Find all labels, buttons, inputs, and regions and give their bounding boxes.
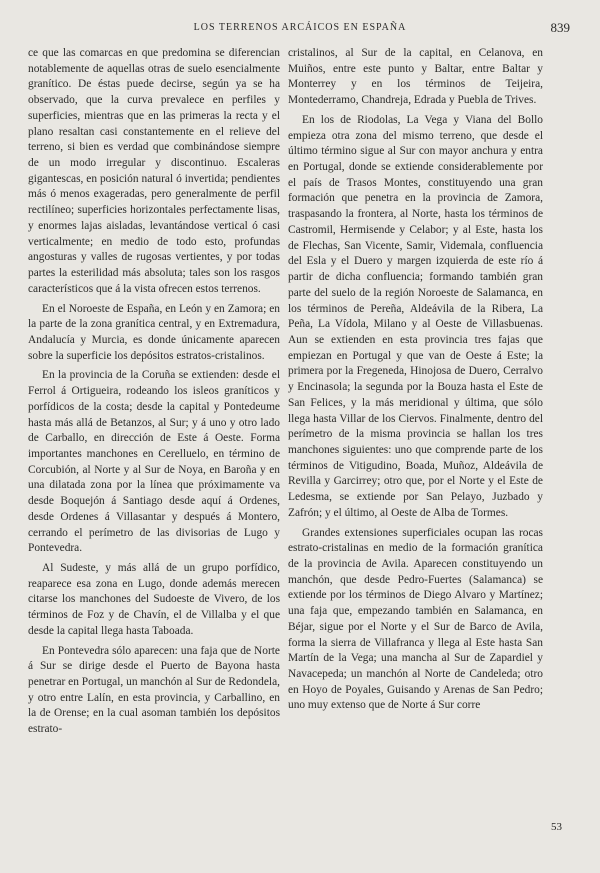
paragraph: En los de Riodolas, La Vega y Viana del Bollo empieza otra zona del mismo terreno, que desde el último término sigue al Sur con mayor anchura y entra en Portugal, donde se extiende considerablemente por el país de Trasos Montes, constituyendo una gran formación que penetra en la provincia de Zamora, traspasando la frontera, al Norte, hasta los términos de Castromil, Hermisende y Celabor; y al Este, hasta los de Flechas, San Vicente, Samir, Videmala, confluencia del Esla y el Duero y margen izquierda de este río á partir de dicha confluencia; formando también gran parte del suelo de la región Noroeste de Salamanca, en los términos de Pereña, Aldeávila de la Ribera, La Peña, La Vídola, Milano y al Oeste de Villasbuenas. Aun se extienden en esta provincia tres fajas que empiezan en Portugal y que van de Oeste á Este; la primera por la Fregeneda, Hinojosa de Duero, Cerralvo y Encinasola; la segunda por la Bouza hasta el Este de San Felices, y la más meridional y última, que sólo llega hasta Villar de los Ciervos. Finalmente, dentro del perímetro de la misma provincia se hallan los tres manchones siguientes: uno que comprende parte de los términos de Vitigudino, Boada, Muñoz, Aldeávila de Revilla y Garcirrey; otro que, por el Norte y el Este de Ledesma, se extiende por San Pelayo, Juzbado y Zafrón; y el último, al Oeste de Alba de Tormes. — [288, 113, 543, 519]
page-header — [28, 22, 572, 38]
running-title: LOS TERRENOS ARCÁICOS EN ESPAÑA — [193, 22, 407, 33]
paragraph: cristalinos, al Sur de la capital, en Celanova, en Muiños, entre este punto y Baltar, entre Baltar y Monterrey y en los términos de Teijeira, Montederramo, Chandreja, Edrada y Puebla de Trives. — [288, 47, 543, 107]
paragraph: Al Sudeste, y más allá de un grupo porfídico, reaparece esa zona en Lugo, donde además merecen citarse los manchones del Sudoeste de Vivero, de los términos de Foz y de Chavín, el de Villalba y el que desde la capital llega hasta Taboada. — [28, 562, 280, 637]
paragraph: En Pontevedra sólo aparecen: una faja que de Norte á Sur se dirige desde el Puerto de Bayona hasta penetrar en Portugal, un manchón al Sur de Redondela, y otro entre Lalín, en esta provincia, y Carballino, en la de Orense; en la cual asoman también los depósitos estrato- — [28, 644, 280, 736]
printer-signature-mark: 53 — [551, 821, 562, 833]
right-column — [288, 46, 543, 714]
paragraph: En el Noroeste de España, en León y en Zamora; en la parte de la zona granítica central, y en Extremadura, Andalucía y Murcia, es donde únicamente aparecen sobre la superficie los depósitos estratos-cristalinos. — [28, 302, 280, 362]
paragraph: Grandes extensiones superficiales ocupan las rocas estrato-cristalinas en medio de la formación granítica de la provincia de Avila. Aparecen constituyendo un manchón, que desde Pedro-Fuertes (Salamanca) se extiende por los términos de Diego Alvaro y Martínez; una faja que, empezando también en Salamanca, en Béjar, sigue por el Norte y el Sur de Barco de Avila, forma la sierra de Villafranca y llega al Este hasta San Martín de la Vega; una mancha al Sur de Zapardiel y Navacepeda; un manchón al Norte de Candeleda; otro en Hoyo de Poyales, Guisando y Arenas de San Pedro; uno muy extenso que de Norte á Sur corre — [288, 526, 543, 712]
page-number: 839 — [550, 20, 570, 35]
paragraph: ce que las comarcas en que predomina se diferencian notablemente de aquellas otras de suelo esencialmente granítico. De éstas puede decirse, según ya se ha observado, que la curva prevalece en perfiles y superficies, mientras que en las primeras la recta y el plano resaltan casi constantemente en el relieve del terreno, si bien es verdad que combinándose siempre de un modo irregular y discontinuo. Escaleras gigantescas, en posición natural ó invertida; pendientes más ó menos exageradas, pero generalmente de perfil rectilíneo; superficies horizontales perfectamente lisas, y enormes lajas aisladas, levantándose vertical ó casi verticalmente; en medio de todo esto, profundas angosturas y valles de rugosas vertientes, y por todas partes la esterilidad más absoluta; tales son los rasgos característicos que á la vista ofrecen estos terrenos. — [28, 47, 280, 295]
left-column — [28, 46, 280, 738]
paragraph: En la provincia de la Coruña se extienden: desde el Ferrol á Ortigueira, rodeando los isleos graníticos y porfídicos de la costa; desde la capital y Pontedeume hasta más allá de Betanzos, al Sur; y á uno y otro lado de Carballo, en dirección de Este á Oeste. Forma importantes manchones en Cerelluelo, en término de Corcubión, al Norte y al Sur de Noya, en Baroña y en una dilatada zona por la línea que próximamente va desde Boquejón á Santiago desde aquí á Ordenes, desde Ordenes á Villasantar y después á Montero, cerrando el perímetro de las divisorias de Lugo y Pontevedra. — [28, 369, 280, 555]
